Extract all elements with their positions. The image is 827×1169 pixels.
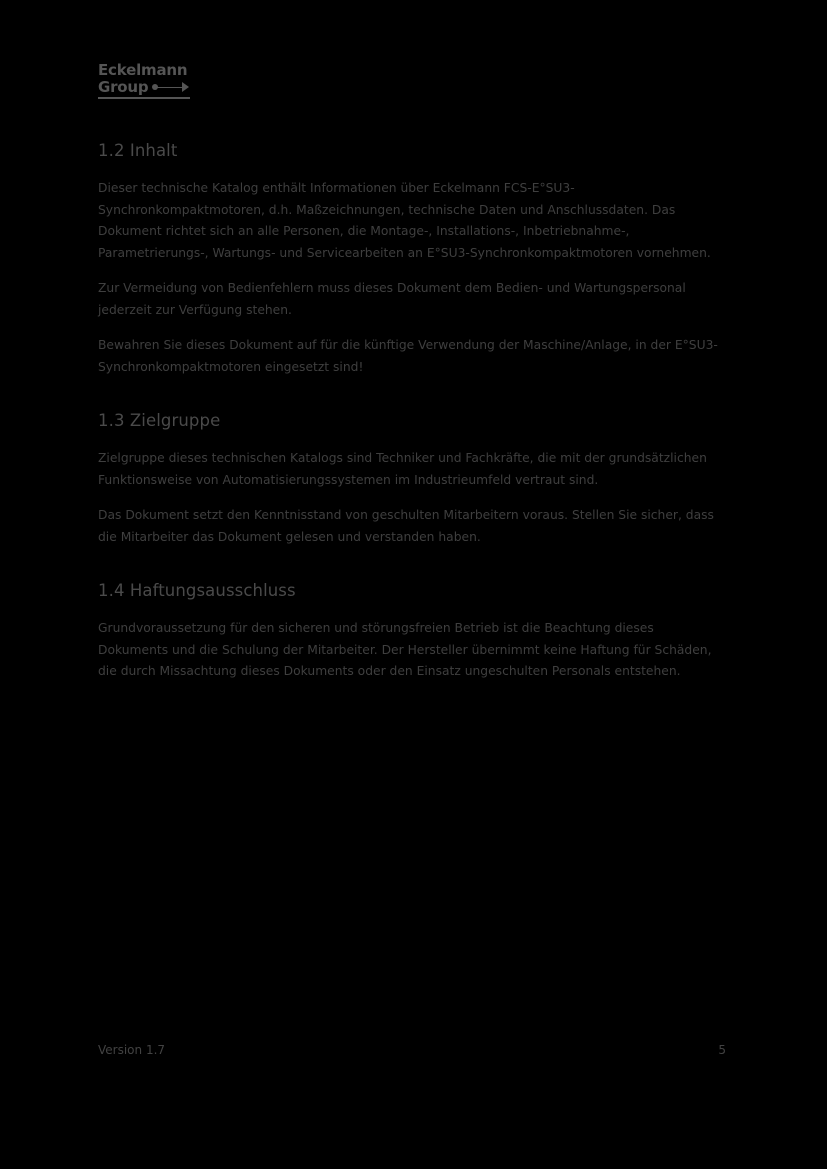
logo-line-group	[98, 79, 190, 95]
paragraph-inhalt-2: Zur Vermeidung von Bedienfehlern muss dieses Dokument dem Bedien- und Wartungspersonal jederzeit zur Verfügung stehen.	[98, 281, 686, 317]
paragraph-inhalt-3: Bewahren Sie dieses Dokument auf für die künftige Verwendung der Maschine/Anlage, in der E°SU3-Synchronkompaktmotoren eingesetzt sind!	[98, 338, 718, 374]
section-heading-haftungsausschluss: 1.4 Haftungsausschluss	[98, 581, 296, 600]
logo-text-eckelmann: Eckelmann	[98, 61, 188, 79]
footer-page-number: 5	[718, 1043, 726, 1057]
document-body	[98, 140, 726, 683]
paragraph-zielgruppe-2: Das Dokument setzt den Kenntnisstand von geschulten Mitarbeitern voraus. Stellen Sie sicher, dass die Mitarbeiter das Dokument gelesen und verstanden haben.	[98, 508, 714, 544]
logo-underline	[98, 97, 190, 99]
page-footer	[98, 1042, 726, 1058]
arrow-right-icon	[152, 81, 190, 93]
footer-version: Version 1.7	[98, 1043, 166, 1057]
section-heading-inhalt: 1.2 Inhalt	[98, 141, 178, 160]
section-heading-zielgruppe: 1.3 Zielgruppe	[98, 411, 221, 430]
company-logo	[98, 62, 190, 99]
paragraph-haftung-1: Grundvoraussetzung für den sicheren und störungsfreien Betrieb ist die Beachtung dieses Dokuments und die Schulung der Mitarbeiter. Der Hersteller übernimmt keine Haftung für Schäden, die durch Missachtung dieses Dokuments oder den Einsatz ungeschulten Personals entstehen.	[98, 621, 712, 678]
paragraph-inhalt-1: Dieser technische Katalog enthält Informationen über Eckelmann FCS-E°SU3-Synchronkompaktmotoren, d.h. Maßzeichnungen, technische Daten und Anschlussdaten. Das Dokument richtet sich an alle Personen, die Montage-, Installations-, Inbetriebnahme-, Parametrierungs-, Wartungs- und Servicearbeiten an E°SU3-Synchronkompaktmotoren vornehmen.	[98, 181, 711, 260]
paragraph-zielgruppe-1: Zielgruppe dieses technischen Katalogs sind Techniker und Fachkräfte, die mit der grundsätzlichen Funktionsweise von Automatisierungssystemen im Industrieumfeld vertraut sind.	[98, 451, 707, 487]
logo-text-group: Group	[98, 78, 149, 96]
